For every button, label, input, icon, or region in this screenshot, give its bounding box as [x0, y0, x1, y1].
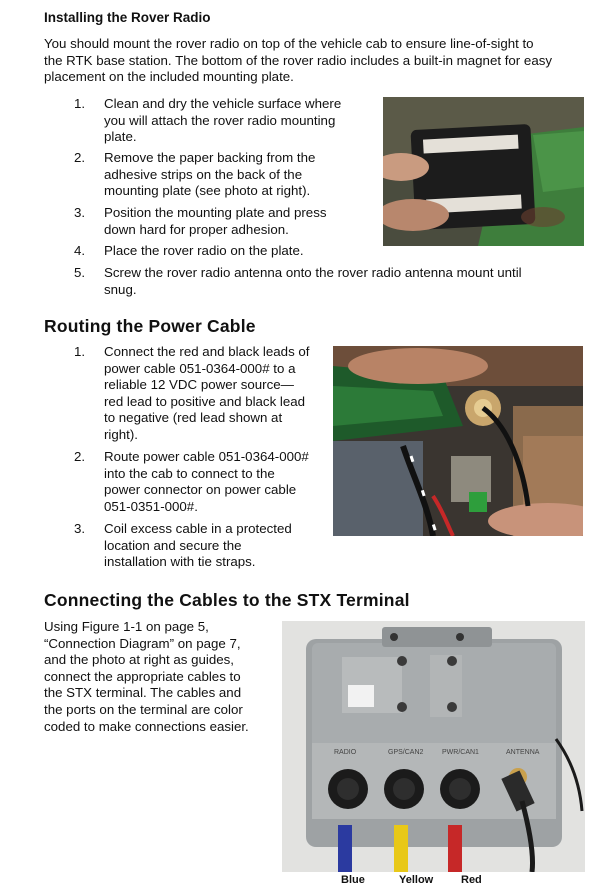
- step-line: Connect the red and black leads of: [104, 344, 310, 359]
- step-line: reliable 12 VDC power source—: [104, 377, 294, 393]
- body-line: the ports on the terminal are color: [44, 701, 243, 717]
- step-line: you will attach the rover radio mounting: [104, 112, 336, 128]
- list-item: [74, 150, 374, 200]
- step-line: Route power cable 051-0364-000#: [104, 449, 309, 464]
- step-number: 1.: [74, 344, 86, 359]
- intro-line: the RTK base station. The bottom of the rover radio includes a built-in magnet for easy: [44, 52, 553, 68]
- step-line: location and secure the: [104, 537, 242, 553]
- connecting-paragraph: [44, 619, 276, 735]
- step-line: power cable 051-0364-000# to a: [104, 360, 296, 376]
- body-line: Using Figure 1-1 on page 5,: [44, 619, 209, 634]
- list-item: [74, 449, 334, 517]
- section-heading-connecting: Connecting the Cables to the STX Terminal: [44, 590, 410, 610]
- step-line: plate.: [104, 129, 137, 145]
- intro-line: placement on the included mounting plate.: [44, 69, 294, 85]
- body-line: “Connection Diagram” on page 7,: [44, 635, 241, 651]
- port-label-pwr-can1: PWR/CAN1: [442, 749, 479, 756]
- step-line: Clean and dry the vehicle surface where: [104, 96, 342, 111]
- intro-line: You should mount the rover radio on top of the vehicle cab to ensure line-of-sight to: [44, 36, 534, 51]
- step-line: to negative (red lead shown at: [104, 410, 283, 426]
- body-line: and the photo at right as guides,: [44, 652, 234, 668]
- list-item: [74, 521, 334, 571]
- step-line: Coil excess cable in a protected: [104, 521, 292, 536]
- power-cable-photo: [333, 346, 583, 536]
- body-line: the STX terminal. The cables and: [44, 685, 242, 701]
- step-line: Remove the paper backing from the: [104, 150, 316, 165]
- port-label-gps-can2: GPS/CAN2: [388, 749, 424, 756]
- step-number: 3.: [74, 205, 86, 220]
- step-number: 2.: [74, 150, 86, 165]
- power-cable-image: [333, 346, 583, 536]
- step-line: adhesive strips on the back of the: [104, 166, 303, 182]
- step-number: 4.: [74, 243, 86, 258]
- stx-terminal-image: [282, 621, 585, 872]
- section-heading-routing: Routing the Power Cable: [44, 316, 256, 336]
- port-label-radio: RADIO: [334, 749, 357, 756]
- caption-blue: Blue: [341, 874, 365, 886]
- step-line: Place the rover radio on the plate.: [104, 243, 304, 258]
- step-line: mounting plate (see photo at right).: [104, 183, 311, 199]
- list-item: [74, 96, 374, 146]
- caption-yellow: Yellow: [399, 874, 434, 886]
- port-label-antenna: ANTENNA: [506, 749, 540, 756]
- body-line: coded to make connections easier.: [44, 718, 249, 734]
- list-item: [74, 265, 594, 299]
- list-item: [74, 344, 334, 444]
- step-line: into the cab to connect to the: [104, 465, 275, 481]
- body-line: connect the appropriate cables to: [44, 668, 241, 684]
- mounting-plate-photo: [383, 97, 584, 246]
- step-line: Position the mounting plate and press: [104, 205, 327, 220]
- step-number: 5.: [74, 265, 86, 280]
- step-number: 3.: [74, 521, 86, 536]
- step-line: 051-0351-000#.: [104, 498, 198, 514]
- step-line: power connector on power cable: [104, 482, 297, 498]
- list-item: [74, 243, 374, 260]
- section-heading-installing: Installing the Rover Radio: [44, 10, 211, 25]
- step-number: 1.: [74, 96, 86, 111]
- step-line: red lead to positive and black lead: [104, 393, 306, 409]
- mounting-plate-image: [383, 97, 584, 246]
- step-line: down hard for proper adhesion.: [104, 221, 289, 237]
- step-number: 2.: [74, 449, 86, 464]
- list-item: [74, 205, 374, 239]
- step-line: installation with tie straps.: [104, 554, 256, 570]
- step-line: snug.: [104, 281, 137, 297]
- step-line: right).: [104, 426, 138, 442]
- stx-terminal-photo: [282, 621, 585, 872]
- step-line: Screw the rover radio antenna onto the rover radio antenna mount until: [104, 265, 522, 280]
- caption-red: Red: [461, 874, 482, 886]
- intro-paragraph: [44, 36, 552, 86]
